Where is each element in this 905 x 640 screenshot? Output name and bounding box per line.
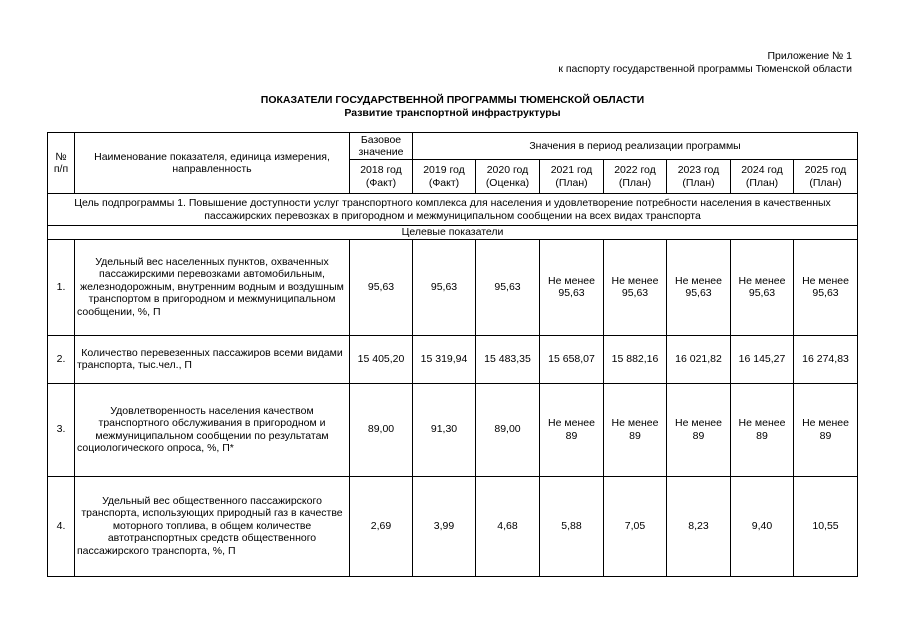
- appendix-line-2: к паспорту государственной программы Тюменской области: [558, 63, 852, 75]
- appendix-line-1: Приложение № 1: [767, 50, 852, 62]
- header-year-label: 2023 год: [677, 164, 720, 176]
- row-num: 4.: [48, 476, 75, 576]
- row-value: Не менее 95,63: [604, 239, 667, 335]
- header-year-label: 2022 год: [614, 164, 656, 176]
- header-year-2: [476, 160, 540, 194]
- row-value: Не менее 95,63: [540, 239, 604, 335]
- page-title: ПОКАЗАТЕЛИ ГОСУДАРСТВЕННОЙ ПРОГРАММЫ ТЮМЕНСКОЙ ОБЛАСТИ: [260, 94, 645, 106]
- row-value: 3,99: [413, 476, 476, 576]
- table-row: [48, 335, 858, 383]
- row-value: 8,23: [667, 476, 731, 576]
- row-name: Удельный вес населенных пунктов, охваченных пассажирскими перевозками автомобильным, железнодорожным, внутренним водным и воздушным транспортом в пригородном и межмуниципальном сообщении, %, П: [75, 239, 350, 335]
- header-num: № п/п: [48, 133, 75, 194]
- document-titles: [0, 94, 905, 120]
- row-value: 16 021,82: [667, 335, 731, 383]
- row-value: 16 145,27: [731, 335, 794, 383]
- target-header-row: [48, 226, 858, 240]
- header-name: Наименование показателя, единица измерения, направленность: [75, 133, 350, 194]
- table-row: [48, 239, 858, 335]
- header-year-label: 2018 год: [360, 164, 402, 176]
- header-year-3: [540, 160, 604, 194]
- header-base: Базовое значение: [350, 133, 413, 160]
- goal-text: Цель подпрограммы 1. Повышение доступности услуг транспортного комплекса для населения и удовлетворение потребности населения в качественных пассажирских перевозках в пригородном и межмуниципальном сообщении на всех видах транспорта: [48, 194, 858, 226]
- row-name: Удельный вес общественного пассажирского транспорта, использующих природный газ в качестве моторного топлива, в общем количестве автотранспортных средств общественного пассажирского транспорта, %, П: [75, 476, 350, 576]
- header-year-label: 2025 год: [804, 164, 847, 176]
- row-value: 15 483,35: [476, 335, 540, 383]
- header-year-label: 2019 год: [423, 164, 465, 176]
- row-num: 3.: [48, 383, 75, 476]
- page-subtitle: Развитие транспортной инфраструктуры: [344, 107, 561, 119]
- row-value: Не менее 89: [731, 383, 794, 476]
- goal-row: [48, 194, 858, 226]
- row-num: 2.: [48, 335, 75, 383]
- row-value: 15 405,20: [350, 335, 413, 383]
- header-year-label: 2024 год: [741, 164, 783, 176]
- row-value: 91,30: [413, 383, 476, 476]
- header-year-kind: (План): [745, 176, 779, 189]
- row-value: 89,00: [476, 383, 540, 476]
- row-value: 16 274,83: [794, 335, 858, 383]
- row-value: 95,63: [476, 239, 540, 335]
- header-year-5: [667, 160, 731, 194]
- row-value: Не менее 95,63: [731, 239, 794, 335]
- header-period: Значения в период реализации программы: [413, 133, 858, 160]
- row-value: 7,05: [604, 476, 667, 576]
- header-year-kind: (Факт): [365, 176, 397, 189]
- header-year-kind: (Оценка): [485, 176, 530, 189]
- row-value: 4,68: [476, 476, 540, 576]
- row-name: Количество перевезенных пассажиров всеми видами транспорта, тыс.чел., П: [75, 335, 350, 383]
- header-year-6: [731, 160, 794, 194]
- header-year-1: [413, 160, 476, 194]
- header-year-kind: (План): [618, 176, 652, 189]
- row-value: 5,88: [540, 476, 604, 576]
- row-value: 2,69: [350, 476, 413, 576]
- indicators-table: [47, 132, 858, 577]
- header-year-7: [794, 160, 858, 194]
- row-value: Не менее 89: [794, 383, 858, 476]
- row-value: Не менее 89: [540, 383, 604, 476]
- header-year-kind: (План): [555, 176, 588, 189]
- target-header: Целевые показатели: [48, 226, 858, 240]
- row-value: Не менее 89: [667, 383, 731, 476]
- table-row: [48, 383, 858, 476]
- header-year-kind: (План): [682, 176, 715, 189]
- header-year-label: 2021 год: [550, 164, 593, 176]
- row-value: 95,63: [413, 239, 476, 335]
- row-value: Не менее 95,63: [794, 239, 858, 335]
- header-year-kind: (Факт): [428, 176, 460, 189]
- row-value: 15 658,07: [540, 335, 604, 383]
- row-value: 9,40: [731, 476, 794, 576]
- row-value: 15 319,94: [413, 335, 476, 383]
- row-value: Не менее 95,63: [667, 239, 731, 335]
- header-year-4: [604, 160, 667, 194]
- table-row: [48, 476, 858, 576]
- row-value: 10,55: [794, 476, 858, 576]
- appendix-note: [558, 50, 852, 76]
- row-value: 15 882,16: [604, 335, 667, 383]
- row-value: 95,63: [350, 239, 413, 335]
- row-num: 1.: [48, 239, 75, 335]
- header-row-1: [48, 133, 858, 160]
- row-value: 89,00: [350, 383, 413, 476]
- header-year-kind: (План): [809, 176, 842, 189]
- row-name: Удовлетворенность населения качеством транспортного обслуживания в пригородном и межмуниципальном сообщении по результатам социологического опроса, %, П*: [75, 383, 350, 476]
- row-value: Не менее 89: [604, 383, 667, 476]
- header-year-label: 2020 год: [486, 164, 529, 176]
- header-year-0: [350, 160, 413, 194]
